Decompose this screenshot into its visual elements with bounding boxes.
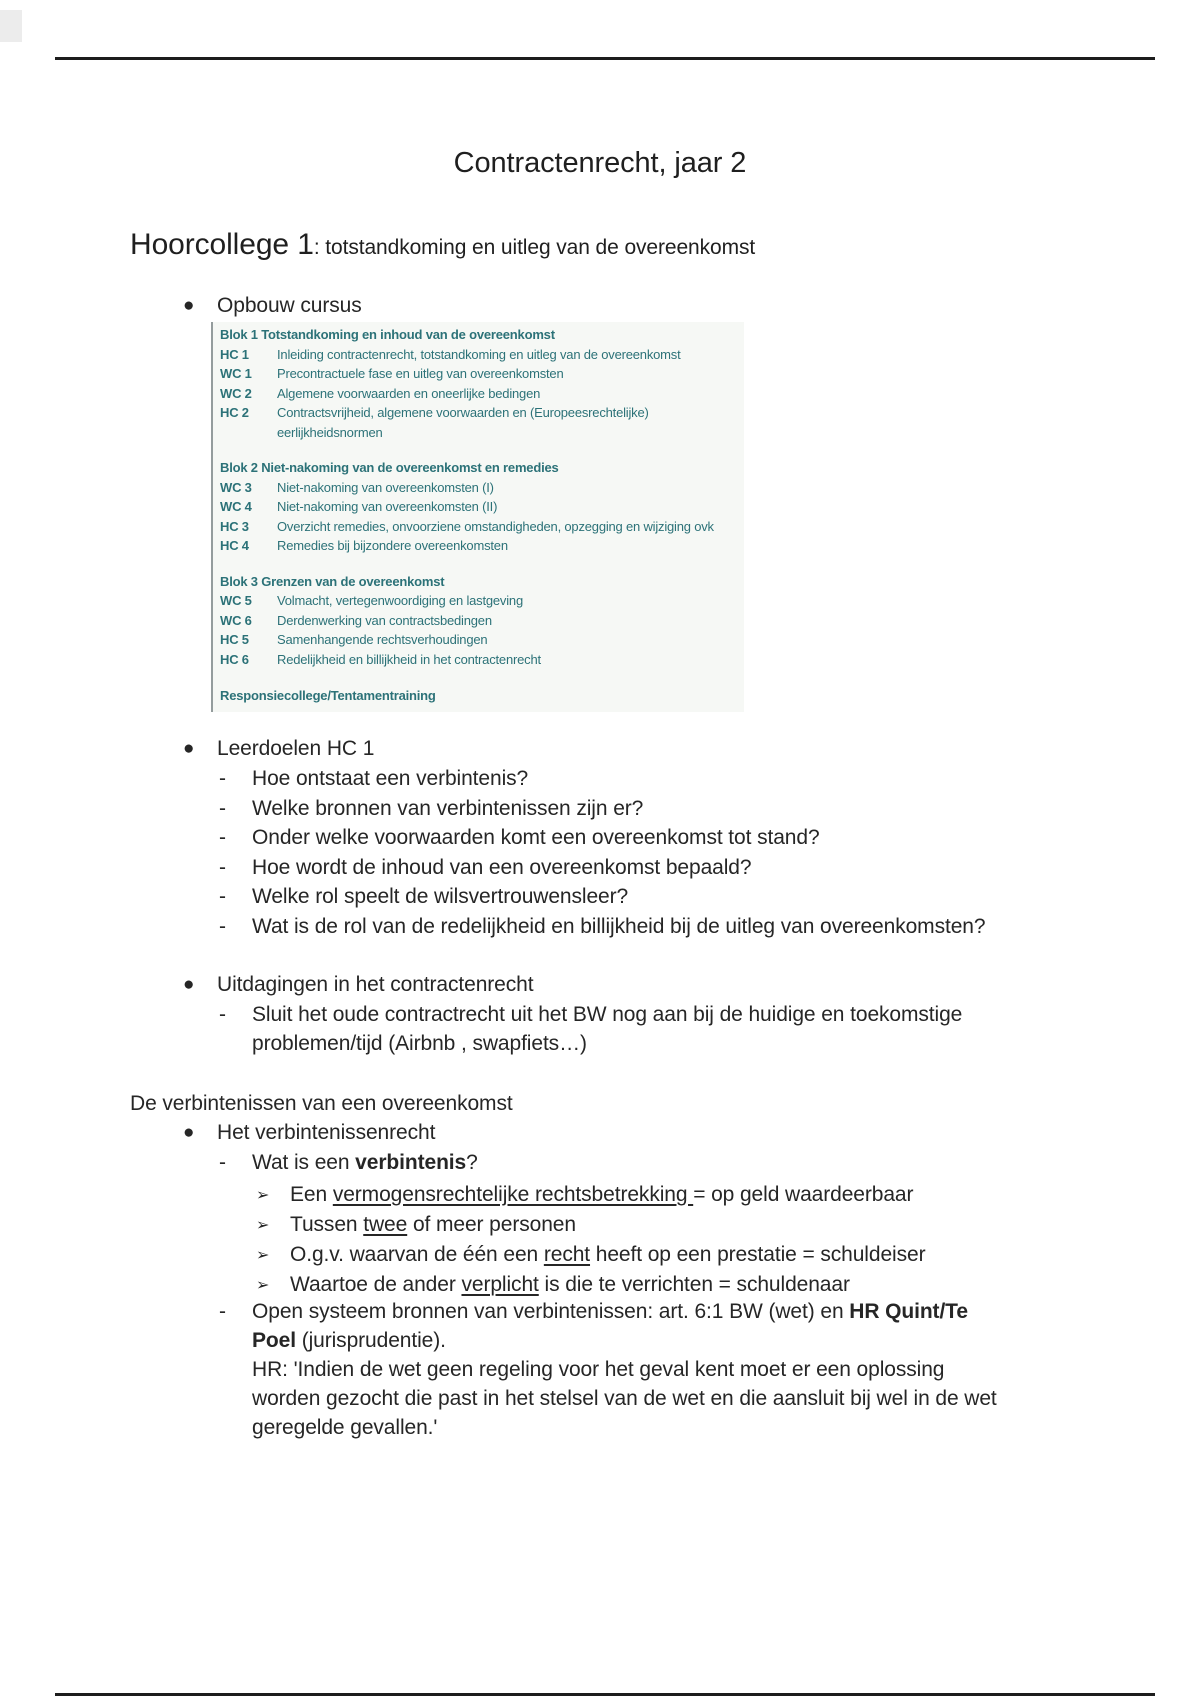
- list-item: [0, 291, 1200, 321]
- table-row: [220, 478, 744, 498]
- item-pre: Tussen: [290, 1213, 364, 1236]
- list-item: [0, 1148, 1200, 1178]
- list-item: [0, 823, 1200, 853]
- row-label: HC 2: [220, 405, 249, 420]
- arrow-list: [0, 1180, 1200, 1300]
- row-label: WC 5: [220, 593, 252, 608]
- list-item: [0, 1180, 1200, 1210]
- top-rule: [55, 57, 1155, 60]
- uitdagingen-section: [0, 970, 1200, 1058]
- dash-icon: -: [219, 796, 226, 820]
- item-underlined: recht: [543, 1243, 591, 1266]
- heading-main: Hoorcollege 1: [130, 228, 314, 261]
- dash-icon: -: [219, 1300, 226, 1323]
- row-label: WC 2: [220, 385, 252, 401]
- course-block-1: [220, 325, 744, 442]
- arrow-icon: ➢: [256, 1277, 270, 1294]
- list-item: [0, 794, 1200, 824]
- list-item: [0, 733, 1200, 764]
- bottom-rule: [55, 1693, 1155, 1696]
- wat-is-bold: verbintenis: [355, 1151, 467, 1174]
- list-item: [0, 1000, 1200, 1058]
- row-text: Niet-nakoming van overeenkomsten (II): [277, 499, 498, 514]
- item-post: heeft op een prestatie = schuldeiser: [590, 1243, 926, 1266]
- item-line: Sluit het oude contractrecht uit het BW nog aan bij de huidige en toekomstige: [252, 1003, 963, 1026]
- leerdoel-text: Hoe ontstaat een verbintenis?: [252, 767, 529, 790]
- table-row: [220, 650, 744, 670]
- dash-icon: -: [219, 826, 226, 849]
- block-title: Blok 2 Niet-nakoming van de overeenkomst en remedies: [220, 460, 559, 475]
- wat-is-pre: Wat is een: [252, 1151, 356, 1174]
- table-row: [220, 536, 744, 556]
- row-label: HC 1: [220, 346, 249, 362]
- paragraph-intro: De verbintenissen van een overeenkomst: [130, 1092, 513, 1115]
- row-label-empty: [220, 423, 277, 443]
- opbouw-label: Opbouw cursus: [217, 294, 362, 317]
- open-systeem-post: (jurisprudentie).: [295, 1329, 446, 1352]
- hr-quote-line: HR: 'Indien de wet geen regeling voor het geval kent moet er een oplossing: [252, 1358, 945, 1381]
- leerdoel-text: Onder welke voorwaarden komt een overeenkomst tot stand?: [252, 826, 820, 849]
- table-row-continuation: [220, 423, 744, 443]
- list-item: [0, 1240, 1200, 1270]
- opbouw-section: [0, 291, 1200, 321]
- item-underlined: vermogensrechtelijke rechtsbetrekking: [332, 1183, 694, 1206]
- leerdoelen-title: Leerdoelen HC 1: [217, 737, 375, 760]
- page-title: Contractenrecht, jaar 2: [453, 147, 747, 179]
- row-label: WC 3: [220, 479, 252, 495]
- row-label: HC 4: [220, 538, 249, 553]
- table-row: [220, 517, 744, 537]
- list-item: [0, 1118, 1200, 1148]
- dash-icon: -: [219, 1151, 226, 1174]
- arrow-icon: ➢: [256, 1187, 270, 1204]
- item-line: problemen/tijd (Airbnb , swapfiets…): [252, 1032, 587, 1055]
- row-text: Niet-nakoming van overeenkomsten (I): [277, 479, 494, 495]
- list-item: [0, 1270, 1200, 1300]
- hr-quote-line: worden gezocht die past in het stelsel van de wet en die aansluit bij wel in de wet: [252, 1387, 997, 1410]
- dash-icon: -: [219, 914, 226, 938]
- row-label: HC 3: [220, 518, 249, 534]
- course-schedule-image: [211, 322, 744, 712]
- dash-icon: -: [219, 767, 226, 790]
- leerdoel-text: Wat is de rol van de redelijkheid en billijkheid bij de uitleg van overeenkomsten?: [252, 914, 986, 938]
- row-text: Remedies bij bijzondere overeenkomsten: [277, 538, 508, 553]
- section-heading: [130, 228, 755, 262]
- row-label: HC 5: [220, 632, 249, 647]
- item-pre: Een: [290, 1183, 333, 1206]
- row-text: Inleiding contractenrecht, totstandkoming en uitleg van de overeenkomst: [277, 346, 681, 362]
- leerdoel-text: Welke rol speelt de wilsvertrouwensleer?: [252, 885, 629, 908]
- row-label: WC 6: [220, 612, 252, 628]
- list-item: [0, 970, 1200, 1000]
- row-text: eerlijkheidsnormen: [277, 424, 383, 440]
- hr-quote-line: geregelde gevallen.': [252, 1416, 438, 1439]
- block-title: Blok 1 Totstandkoming en inhoud van de overeenkomst: [220, 327, 555, 342]
- item-post: of meer personen: [407, 1213, 576, 1236]
- bullet-icon: ●: [183, 738, 195, 759]
- arrow-icon: ➢: [256, 1247, 270, 1264]
- block-title: Blok 3 Grenzen van de overeenkomst: [220, 573, 445, 589]
- list-item: [0, 764, 1200, 794]
- open-systeem-section: [0, 1297, 1200, 1442]
- open-systeem-bold2: Poel: [252, 1329, 296, 1352]
- uitdagingen-title: Uitdagingen in het contractenrecht: [217, 973, 534, 996]
- row-label: WC 4: [220, 499, 252, 514]
- row-text: Derdenwerking van contractsbedingen: [277, 612, 492, 628]
- course-block-3: [220, 572, 744, 670]
- table-row: [220, 611, 744, 631]
- table-row: [220, 384, 744, 404]
- list-item: [0, 1297, 1200, 1442]
- table-row: [220, 345, 744, 365]
- scan-artifact: [0, 10, 22, 42]
- table-row: [220, 591, 744, 611]
- verbintenissenrecht-label: Het verbintenissenrecht: [217, 1121, 436, 1144]
- bullet-icon: ●: [183, 974, 195, 995]
- item-pre: Waartoe de ander: [290, 1273, 462, 1296]
- bullet-icon: ●: [183, 295, 195, 316]
- arrow-icon: ➢: [256, 1217, 270, 1234]
- leerdoelen-section: [0, 733, 1200, 941]
- dash-icon: -: [219, 885, 226, 908]
- row-label: WC 1: [220, 366, 252, 381]
- list-item: [0, 853, 1200, 883]
- item-underlined: verplicht: [461, 1273, 539, 1296]
- table-row: [220, 403, 744, 423]
- dash-icon: -: [219, 855, 226, 879]
- item-underlined: twee: [363, 1213, 408, 1236]
- row-label: HC 6: [220, 651, 249, 667]
- item-post: is die te verrichten = schuldenaar: [538, 1273, 850, 1296]
- verbintenissen-section: [0, 1089, 1200, 1178]
- list-item: [0, 912, 1200, 942]
- open-systeem-pre: Open systeem bronnen van verbintenissen: art. 6:1 BW (wet) en: [252, 1300, 850, 1323]
- list-item: [0, 882, 1200, 912]
- row-text: Samenhangende rechtsverhoudingen: [277, 632, 488, 647]
- item-line: [252, 1326, 1200, 1355]
- row-text: Contractsvrijheid, algemene voorwaarden en (Europeesrechtelijke): [277, 405, 649, 420]
- row-text: Redelijkheid en billijkheid in het contractenrecht: [277, 651, 541, 667]
- item-pre: O.g.v. waarvan de één een: [290, 1243, 544, 1266]
- item-post: = op geld waardeerbaar: [693, 1183, 914, 1206]
- leerdoel-text: Welke bronnen van verbintenissen zijn er?: [252, 796, 644, 820]
- wat-is-post: ?: [466, 1151, 478, 1174]
- course-footer: Responsiecollege/Tentamentraining: [220, 688, 436, 703]
- row-text: Overzicht remedies, onvoorziene omstandigheden, opzegging en wijziging ovk: [277, 518, 714, 534]
- table-row: [220, 497, 744, 517]
- leerdoel-text: Hoe wordt de inhoud van een overeenkomst bepaald?: [252, 855, 752, 879]
- open-systeem-bold: HR Quint/Te: [849, 1300, 968, 1323]
- row-text: Algemene voorwaarden en oneerlijke bedingen: [277, 385, 541, 401]
- dash-icon: -: [219, 1003, 226, 1026]
- table-row: [220, 364, 744, 384]
- bullet-icon: ●: [183, 1122, 195, 1143]
- item-line: [252, 1297, 1200, 1326]
- course-block-2: [220, 458, 744, 556]
- row-text: Volmacht, vertegenwoordiging en lastgeving: [277, 593, 523, 608]
- heading-suffix: : totstandkoming en uitleg van de overeenkomst: [313, 236, 756, 259]
- table-row: [220, 630, 744, 650]
- list-item: [0, 1210, 1200, 1240]
- row-text: Precontractuele fase en uitleg van overeenkomsten: [277, 366, 564, 381]
